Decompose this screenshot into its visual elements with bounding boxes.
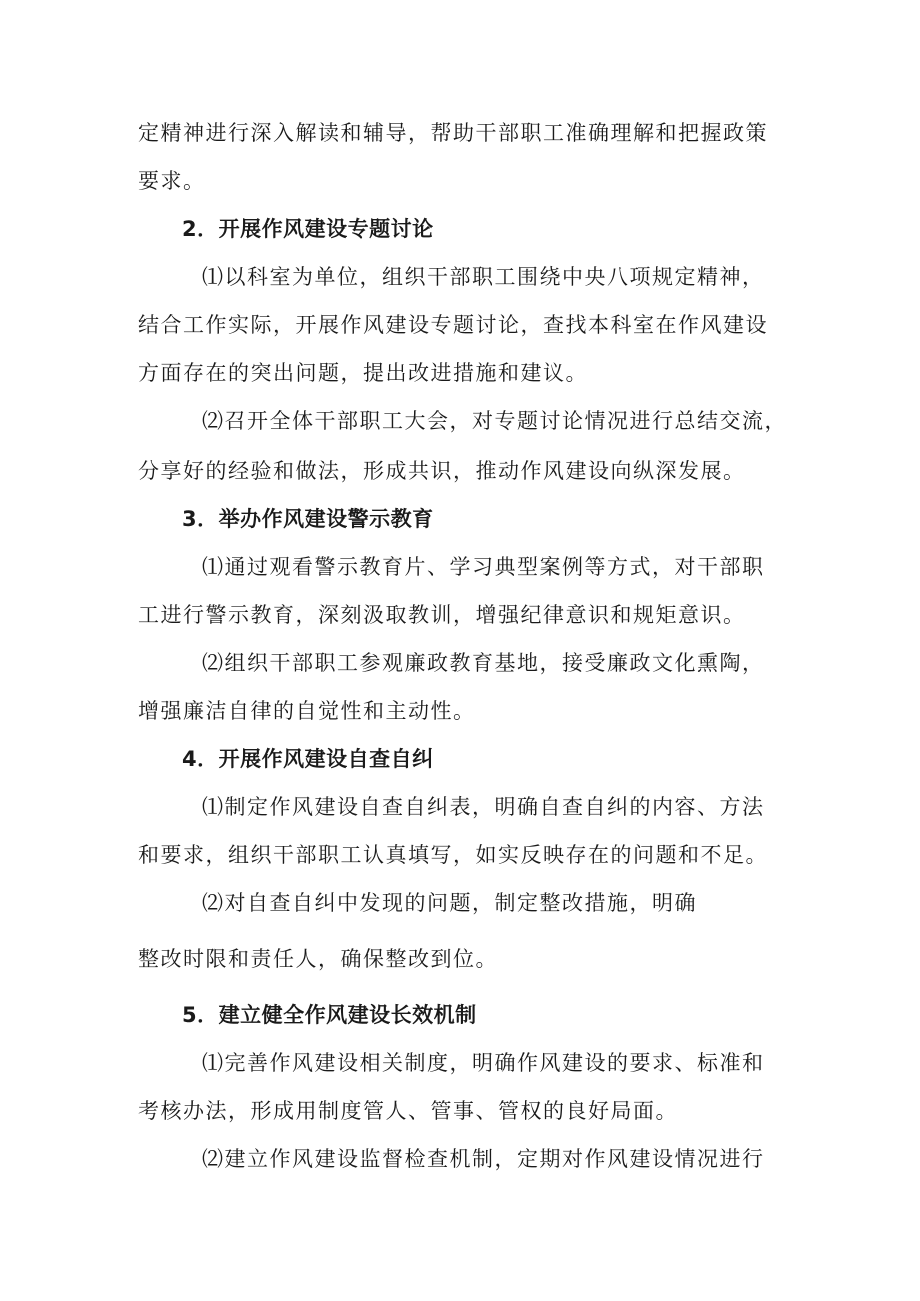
paragraph-start: ⑵召开全体干部职工大会，对专题讨论情况进行总结交流， (202, 409, 787, 433)
paragraph-start: ⑵对自查自纠中发现的问题，制定整改措施，明确 (202, 891, 697, 915)
paragraph-start: ⑴制定作风建设自查自纠表，明确自查自纠的内容、方法 (202, 795, 765, 819)
section-heading: 5．建立健全作风建设长效机制 (182, 1003, 477, 1027)
body-text-line: 要求。 (138, 169, 206, 193)
body-text-line: 增强廉洁自律的自觉性和主动性。 (138, 699, 476, 723)
paragraph-start: ⑵组织干部职工参观廉政教育基地，接受廉政文化熏陶， (202, 651, 765, 675)
body-text-line: 工进行警示教育，深刻汲取教训，增强纪律意识和规矩意识。 (138, 603, 746, 627)
paragraph-start: ⑵建立作风建设监督检查机制，定期对作风建设情况进行 (202, 1147, 765, 1171)
body-text-line: 和要求，组织干部职工认真填写，如实反映存在的问题和不足。 (138, 843, 768, 867)
section-heading: 4．开展作风建设自查自纠 (182, 747, 434, 771)
body-text-line: 方面存在的突出问题，提出改进措施和建议。 (138, 361, 588, 385)
section-heading: 2．开展作风建设专题讨论 (182, 217, 434, 241)
paragraph-start: ⑴完善作风建设相关制度，明确作风建设的要求、标准和 (202, 1051, 765, 1075)
body-text-line: 定精神进行深入解读和辅导，帮助干部职工准确理解和把握政策 (138, 121, 768, 145)
paragraph-start: ⑴以科室为单位，组织干部职工围绕中央八项规定精神， (202, 265, 765, 289)
paragraph-start: ⑴通过观看警示教育片、学习典型案例等方式，对干部职 (202, 555, 765, 579)
body-text-line: 考核办法，形成用制度管人、管事、管权的良好局面。 (138, 1099, 678, 1123)
body-text-line: 整改时限和责任人，确保整改到位。 (138, 947, 498, 971)
body-text-line: 结合工作实际，开展作风建设专题讨论，查找本科室在作风建设 (138, 313, 768, 337)
body-text-line: 分享好的经验和做法，形成共识，推动作风建设向纵深发展。 (138, 459, 746, 483)
section-heading: 3．举办作风建设警示教育 (182, 507, 434, 531)
